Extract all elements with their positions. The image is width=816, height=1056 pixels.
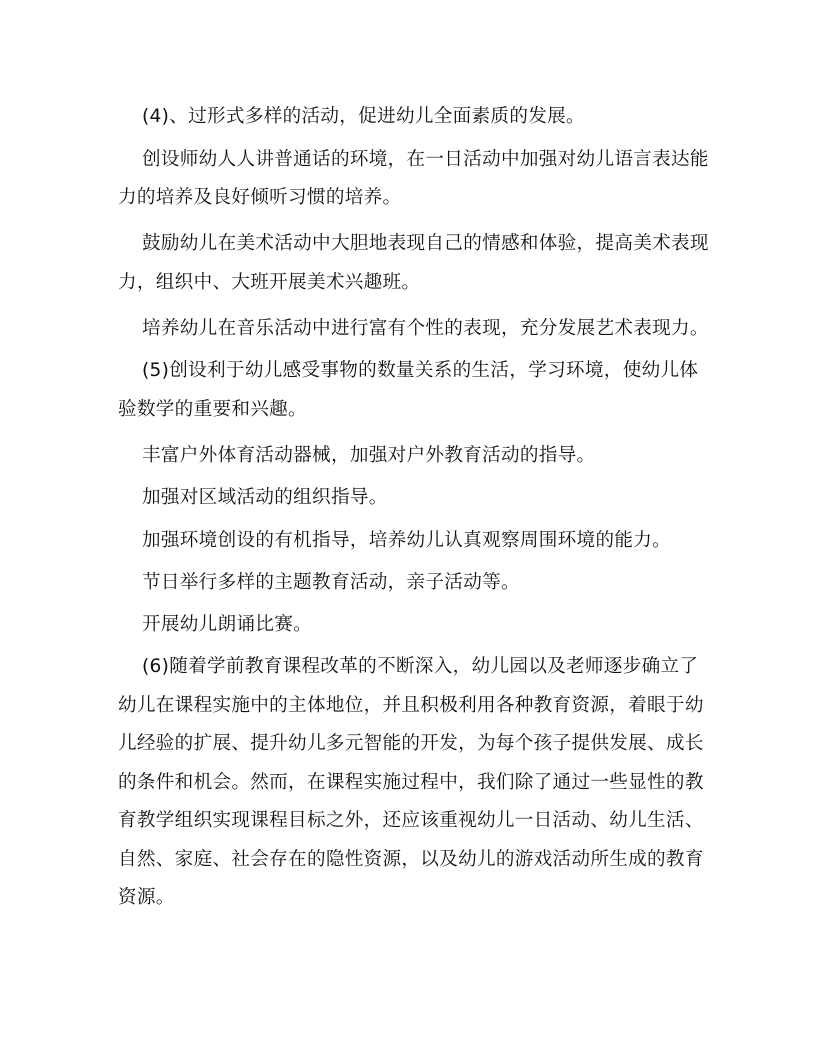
text-line: 创设师幼人人讲普通话的环境，在一日活动中加强对幼儿语言表达能 [142, 149, 709, 170]
text-line: 的条件和机会。然而，在课程实施过程中，我们除了通过一些显性的教 [118, 772, 704, 793]
text-line: 幼儿在课程实施中的主体地位，并且积极利用各种教育资源，着眼于幼 [118, 695, 704, 716]
text-line: (6)随着学前教育课程改革的不断深入，幼儿园以及老师逐步确立了 [142, 656, 699, 677]
text-line: 育教学组织实现课程目标之外，还应该重视幼儿一日活动、幼儿生活、 [118, 810, 704, 831]
text-line: 验数学的重要和兴趣。 [118, 399, 307, 420]
text-line: 节日举行多样的主题教育活动，亲子活动等。 [142, 572, 520, 593]
text-line: 自然、家庭、社会存在的隐性资源，以及幼儿的游戏活动所生成的教育 [118, 849, 704, 870]
text-line: 丰富户外体育活动器械，加强对户外教育活动的指导。 [142, 445, 596, 466]
text-line: 加强对区域活动的组织指导。 [142, 487, 388, 508]
text-line: 力，组织中、大班开展美术兴趣班。 [118, 272, 421, 293]
text-line: (4)、过形式多样的活动，促进幼儿全面素质的发展。 [142, 106, 585, 127]
text-line: 鼓励幼儿在美术活动中大胆地表现自己的情感和体验，提高美术表现 [142, 233, 709, 254]
text-line: 开展幼儿朗诵比赛。 [142, 614, 313, 635]
text-line: 加强环境创设的有机指导，培养幼儿认真观察周围环境的能力。 [142, 530, 672, 551]
text-line: 力的培养及良好倾听习惯的培养。 [118, 187, 402, 208]
text-line: (5)创设利于幼儿感受事物的数量关系的生活，学习环境，使幼儿体 [142, 360, 699, 381]
text-line: 资源。 [118, 887, 175, 908]
text-line: 儿经验的扩展、提升幼儿多元智能的开发，为每个孩子提供发展、成长 [118, 733, 704, 754]
text-line: 培养幼儿在音乐活动中进行富有个性的表现，充分发展艺术表现力。 [142, 318, 709, 339]
